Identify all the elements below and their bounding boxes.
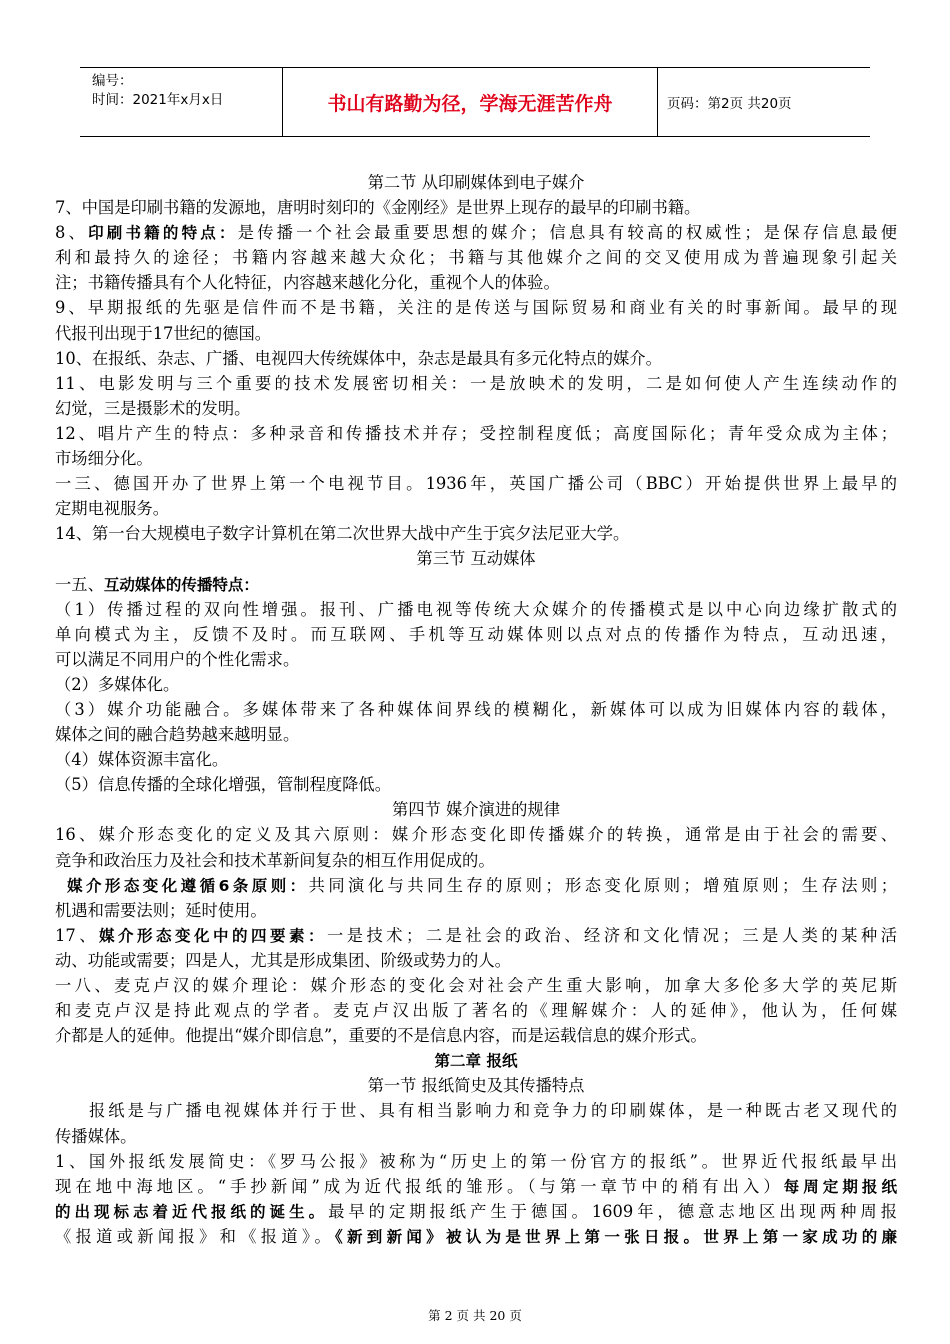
text-line	[55, 973, 897, 998]
text-line	[55, 446, 897, 471]
text-run: （2）多媒体化。	[55, 674, 180, 694]
text-line	[55, 873, 897, 898]
text-line	[55, 496, 897, 521]
text-run: 市场细分化。	[55, 449, 153, 469]
text-line	[55, 822, 897, 847]
text-run: 竞争和政治压力及社会和技术革新间复杂的相互作用促成的。	[55, 850, 495, 870]
text-run: 一五、	[55, 574, 104, 594]
text-line	[55, 1199, 897, 1224]
number-label: 编号：	[92, 73, 133, 89]
text-line	[55, 923, 897, 948]
text-run: 和麦克卢汉是持此观点的学者。麦克卢汉出版了著名的《理解媒介：人的延伸》，他认为，任何媒	[55, 1001, 897, 1021]
text-line	[55, 898, 897, 923]
text-line	[55, 1023, 897, 1048]
text-run: 幻觉，三是摄影术的发明。	[55, 398, 251, 418]
text-line	[55, 396, 897, 421]
text-line	[55, 647, 897, 672]
section-heading	[55, 797, 897, 822]
bold-text: 印刷书籍的特点：	[88, 224, 238, 243]
text-line	[55, 572, 897, 597]
text-run: 《报道或新闻报》和《报道》。	[55, 1226, 335, 1246]
text-run: 第四节 媒介演进的规律	[392, 800, 560, 820]
text-run: 16、媒介形态变化的定义及其六原则：媒介形态变化即传播媒介的转换，通常是由于社会的需要、	[55, 825, 897, 845]
text-run: 10、在报纸、杂志、广播、电视四大传统媒体中，杂志是最具有多元化特点的媒介。	[55, 348, 662, 368]
text-run: 9、早期报纸的先驱是信件而不是书籍，关注的是传送与国际贸易和商业有关的时事新闻。最早的现	[55, 298, 897, 318]
text-line	[55, 772, 897, 797]
text-run: 媒体之间的融合趋势越来越明显。	[55, 725, 300, 745]
text-run: 现在地中海地区。“手抄新闻”成为近代报纸的雏形。（与第一章节中的稍有出入）	[55, 1176, 784, 1196]
text-run: （3）媒介功能融合。多媒体带来了各种媒体间界线的模糊化，新媒体可以成为旧媒体内容的载体，	[55, 699, 897, 719]
text-run: 8、	[55, 223, 89, 243]
text-line	[55, 998, 897, 1023]
text-line	[55, 1174, 897, 1199]
text-line	[55, 1098, 897, 1123]
text-run: 代报刊出现于17世纪的德国。	[55, 323, 272, 343]
text-line	[55, 1224, 897, 1249]
section-heading	[55, 1048, 897, 1073]
text-run: 一三、德国开办了世界上第一个电视节目。1936年，英国广播公司（BBC）开始提供世界上最早的	[55, 474, 897, 494]
text-line	[55, 371, 897, 396]
text-run: 定期电视服务。	[55, 499, 169, 519]
bold-text: 互动媒体的传播特点：	[103, 575, 259, 594]
text-run: 14、第一台大规模电子数字计算机在第二次世界大战中产生于宾夕法尼亚大学。	[55, 524, 630, 544]
text-line	[55, 597, 897, 622]
text-line	[55, 471, 897, 496]
text-line	[55, 195, 897, 220]
bold-text: 《新到新闻》被认为是世界上第一张日报。世界上第一家成功的廉	[334, 1227, 897, 1246]
text-line	[55, 220, 897, 245]
page-footer: 第 2 页 共 20 页	[428, 1308, 522, 1323]
section-heading	[55, 546, 897, 571]
section-heading	[55, 1073, 897, 1098]
text-line	[55, 245, 897, 270]
text-run: 第一节 报纸简史及其传播特点	[367, 1076, 585, 1096]
text-run: 12、唱片产生的特点：多种录音和传播技术并存；受控制程度低；高度国际化；青年受众成为主体；	[55, 423, 897, 443]
text-run: 7、中国是印刷书籍的发源地，唐明时刻印的《金刚经》是世界上现存的最早的印刷书籍。	[55, 198, 701, 218]
text-run: 第二节 从印刷媒体到电子媒介	[367, 173, 585, 192]
text-line	[55, 747, 897, 772]
text-run: 17、	[55, 925, 99, 945]
header-motto: 书山有路勤为径，学海无涯苦作舟	[283, 68, 658, 136]
bold-text: 媒介形态变化中的四要素：	[99, 926, 327, 945]
header-meta	[80, 68, 283, 136]
date-label: 时间：2021年x月x日	[92, 92, 224, 108]
page-header	[80, 67, 870, 137]
text-run: 共同演化与共同生存的原则；形态变化原则；增殖原则；生存法则；	[308, 875, 897, 895]
text-run: 第三节 互动媒体	[416, 549, 536, 569]
text-run: 介都是人的延伸。他提出“媒介即信息”，重要的不是信息内容，而是运载信息的媒介形式。	[55, 1026, 707, 1046]
text-line	[55, 672, 897, 697]
text-run: （5）信息传播的全球化增强，管制程度降低。	[55, 775, 391, 795]
text-run: 传播媒体。	[55, 1126, 137, 1146]
document-body	[55, 170, 897, 1249]
text-run: 动、功能或需要；四是人，尤其是形成集团、阶级或势力的人。	[55, 950, 511, 970]
text-line	[55, 622, 897, 647]
text-run: 是传播一个社会最重要思想的媒介；信息具有较高的权威性；是保存信息最便	[237, 223, 897, 243]
bold-text: 的出现标志着近代报纸的诞生。	[55, 1202, 329, 1221]
bold-text: 媒介形态变化遵循6条原则：	[67, 876, 309, 895]
text-line	[55, 697, 897, 722]
text-run: 单向模式为主，反馈不及时。而互联网、手机等互动媒体则以点对点的传播作为特点，互动迅速，	[55, 624, 897, 644]
text-run: 利和最持久的途径；书籍内容越来越大众化；书籍与其他媒介之间的交叉使用成为普遍现象引起关	[55, 248, 897, 268]
section-heading	[55, 170, 897, 195]
text-run: 一是技术；二是社会的政治、经济和文化情况；三是人类的某种活	[326, 925, 897, 945]
text-line	[55, 346, 897, 371]
text-line	[55, 521, 897, 546]
header-page-label: 页码：第2页 共20页	[667, 96, 792, 112]
text-line	[55, 295, 897, 320]
text-line	[55, 321, 897, 346]
text-line	[55, 848, 897, 873]
text-line	[55, 948, 897, 973]
text-line	[55, 421, 897, 446]
text-run: 可以满足不同用户的个性化需求。	[55, 649, 300, 669]
text-run: 11、电影发明与三个重要的技术发展密切相关：一是放映术的发明，二是如何使人产生连续动作的	[55, 373, 897, 393]
text-line	[55, 1124, 897, 1149]
text-run: 机遇和需要法则；延时使用。	[55, 900, 267, 920]
text-run: （1）传播过程的双向性增强。报刊、广播电视等传统大众媒介的传播模式是以中心向边缘扩散式的	[55, 599, 897, 619]
text-run: 注；书籍传播具有个人化特征，内容越来越化分化，重视个人的体验。	[55, 273, 560, 293]
bold-text: 每周定期报纸	[783, 1177, 897, 1196]
text-run: 报纸是与广播电视媒体并行于世、具有相当影响力和竞争力的印刷媒体，是一种既古老又现代的	[89, 1101, 897, 1121]
bold-text: 第二章 报纸	[434, 1052, 518, 1071]
text-line	[55, 1149, 897, 1174]
text-run: 1、国外报纸发展简史：《罗马公报》被称为“历史上的第一份官方的报纸”。世界近代报纸最早出	[55, 1151, 897, 1171]
text-run: （4）媒体资源丰富化。	[55, 750, 229, 770]
text-line	[55, 722, 897, 747]
text-run: 一八、麦克卢汉的媒介理论：媒介形态的变化会对社会产生重大影响，加拿大多伦多大学的英尼斯	[55, 976, 897, 995]
text-run: 最早的定期报纸产生于德国。1609年，德意志地区出现两种周报	[328, 1201, 897, 1221]
text-line	[55, 270, 897, 295]
